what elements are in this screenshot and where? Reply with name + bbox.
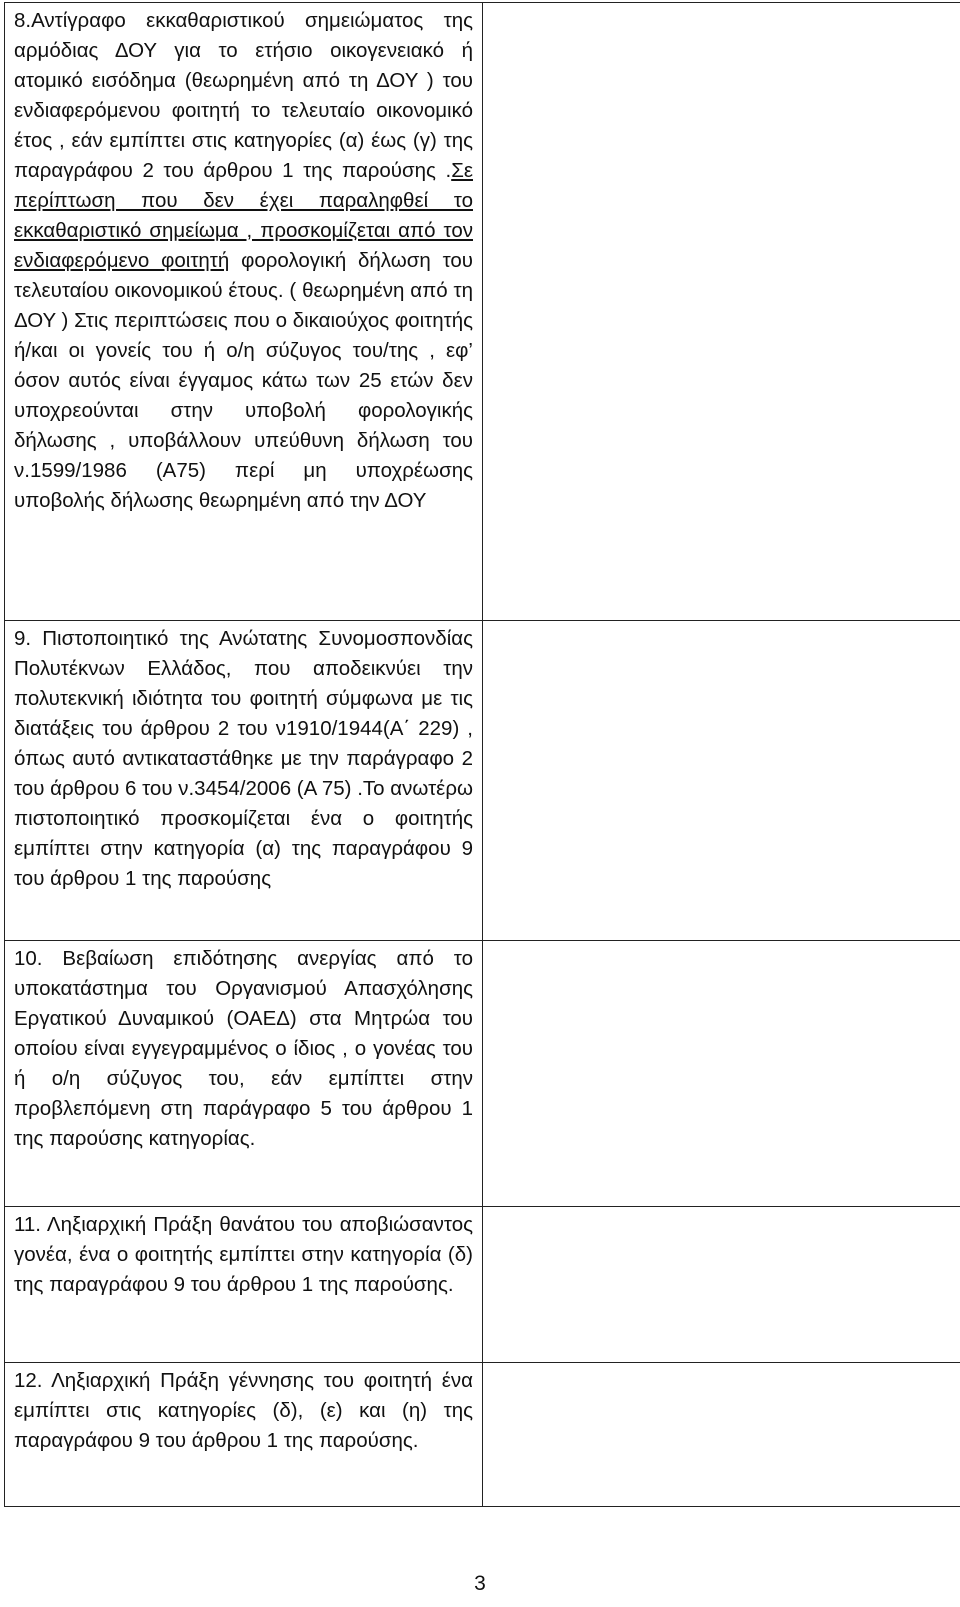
requirements-table [4,2,960,1507]
table-row [5,3,960,621]
table-row [5,1363,960,1507]
table-row [5,1207,960,1363]
item-9-text: 9. Πιστοποιητικό της Ανώτατης Συνομοσπονδίας Πολυτέκνων Ελλάδος, που αποδεικνύει την πολυτεκνική ιδιότητα του φοιτητή σύμφωνα με τις διατάξεις του άρθρου 2 του ν1910/1944(Α΄ 229) , όπως αυτό αντικαταστάθηκε με την παράγραφο 2 του άρθρου 6 του ν.3454/2006 (Α 75) .Το ανωτέρω πιστοποιητικό προσκομίζεται ένα ο φοιτητής εμπίπτει στην κατηγορία (α) της παραγράφου 9 του άρθρου 1 της παρούσης [5,621,483,941]
item-10-text: 10. Βεβαίωση επιδότησης ανεργίας από το υποκατάστημα του Οργανισμού Απασχόλησης Εργατικού Δυναμικού (ΟΑΕΔ) στα Μητρώα του οποίου είναι εγγεγραμμένος ο ίδιος , ο γονέας του ή ο/η σύζυγος του, εάν εμπίπτει στην προβλεπόμενη στη παράγραφο 5 του άρθρου 1 της παρούσης κατηγορίας. [5,941,483,1207]
item-8-lead: 8.Αντίγραφο εκκαθαριστικού σημειώματος της αρμόδιας ΔΟΥ για το ετήσιο οικογενειακό ή ατομικό εισόδημα (θεωρημένη από τη ΔΟΥ ) του ενδιαφερόμενου φοιτητή το τελευταίο οικονομικό έτος , εάν εμπίπτει στις κατηγορίες (α) έως (γ) της παραγράφου 2 του άρθρου 1 της παρούσης . [14,9,473,182]
item-11-text: 11. Ληξιαρχική Πράξη θανάτου του αποβιώσαντος γονέα, ένα ο φοιτητής εμπίπτει στην κατηγορία (δ) της παραγράφου 9 του άρθρου 1 της παρούσης. [5,1207,483,1363]
page-number: 3 [474,1572,486,1595]
item-8-tail: φορολογική δήλωση του τελευταίου οικονομικού έτους. ( θεωρημένη από τη ΔΟΥ ) Στις περιπτώσεις που ο δικαιούχος φοιτητής ή/και οι γονείς του ή ο/η σύζυγος του/της , εφ’ όσον αυτός είναι έγγαμος κάτω των 25 ετών δεν υποχρεούνται στην υποβολή φορολογικής δήλωσης , υποβάλλουν υπεύθυνη δήλωση του ν.1599/1986 (Α75) περί μη υποχρέωσης υποβολής δήλωσης θεωρημένη από την ΔΟΥ [14,249,473,512]
empty-cell [483,941,960,1207]
item-8-text [5,3,483,621]
empty-cell [483,621,960,941]
empty-cell [483,1363,960,1507]
empty-cell [483,1207,960,1363]
item-8-underlined: Σε περίπτωση που δεν έχει παραληφθεί το εκκαθαριστικό σημείωμα , προσκομίζεται από τον ενδιαφερόμενο φοιτητή [14,159,473,272]
table-row [5,941,960,1207]
table-row [5,621,960,941]
item-12-text: 12. Ληξιαρχική Πράξη γέννησης του φοιτητή ένα εμπίπτει στις κατηγορίες (δ), (ε) και (η) της παραγράφου 9 του άρθρου 1 της παρούσης. [5,1363,483,1507]
empty-cell [483,3,960,621]
